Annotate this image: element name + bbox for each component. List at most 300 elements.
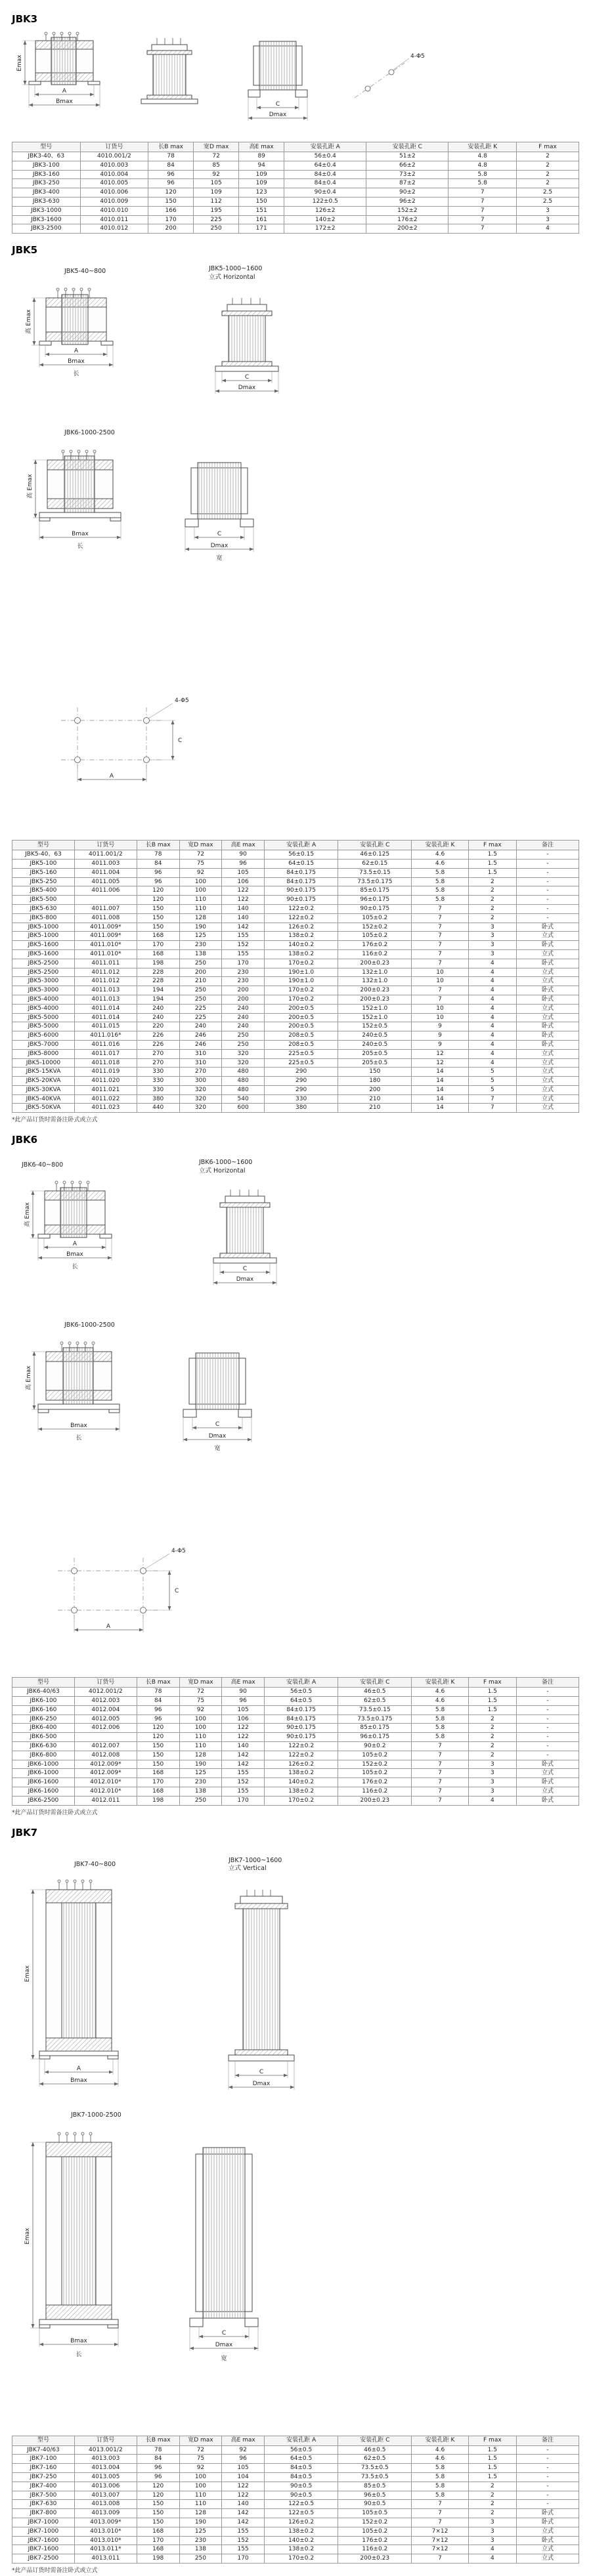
- table-cell: 4010.009: [80, 197, 148, 206]
- table-cell: JBK3-400: [12, 188, 81, 197]
- table-cell: 7: [412, 959, 468, 968]
- table-header-row: [12, 1678, 579, 1688]
- column-header: 型号: [12, 2436, 75, 2445]
- table-cell: 170±0.2: [265, 1796, 338, 1805]
- table-cell: 300: [179, 1077, 222, 1086]
- table-cell: 170: [222, 959, 265, 968]
- table-cell: 320: [179, 1085, 222, 1094]
- table-cell: -: [517, 859, 579, 868]
- table-cell: 190±1.0: [265, 968, 338, 977]
- table-cell: 9: [412, 1040, 468, 1049]
- table-cell: 94: [239, 161, 284, 170]
- table-cell: 4010.011: [80, 215, 148, 224]
- table-cell: -: [517, 896, 579, 905]
- table-row: [12, 850, 579, 860]
- table-head: [12, 841, 579, 850]
- table-cell: 126±0.2: [265, 2518, 338, 2527]
- table-cell: 卧式: [517, 2509, 579, 2518]
- table-cell: 92: [179, 2464, 222, 2473]
- dim-c-label: C: [275, 101, 280, 108]
- table-cell: JBK5-4000: [12, 1004, 75, 1013]
- table-cell: 96: [137, 1705, 179, 1714]
- table-cell: 7: [412, 1751, 468, 1760]
- table-cell: 270: [179, 1068, 222, 1077]
- table-cell: 1.5: [468, 2473, 516, 2482]
- table-cell: 190: [179, 923, 222, 932]
- table-cell: JBK6-1600: [12, 1778, 75, 1787]
- table-row: [12, 1004, 579, 1013]
- table-cell: 122: [222, 2491, 265, 2500]
- table-cell: 225±0.5: [265, 1058, 338, 1068]
- table-cell: 4010.012: [80, 224, 148, 234]
- table-cell: 5.8: [449, 170, 517, 179]
- jbk6-range2-label: [199, 1159, 252, 1176]
- table-cell: 96: [222, 1697, 265, 1706]
- table-cell: 96±2: [366, 197, 449, 206]
- table-cell: 卧式: [517, 923, 579, 932]
- table-cell: 10: [412, 1004, 468, 1013]
- column-header: 备注: [517, 841, 579, 850]
- table-cell: 122±0.2: [265, 1751, 338, 1760]
- dim-emax-label: Emax: [24, 2227, 31, 2245]
- dim-bmax-label: Bmax: [68, 358, 85, 365]
- table-cell: 4011.014: [74, 1013, 137, 1022]
- table-cell: 14: [412, 1077, 468, 1086]
- table-row: [12, 1077, 579, 1086]
- column-header: 安装孔距 C: [338, 1678, 412, 1688]
- table-cell: JBK6-800: [12, 1751, 75, 1760]
- table-cell: 240: [179, 1022, 222, 1031]
- transformer-front-geometry: [39, 1880, 118, 2059]
- jbk5-range2-line1: JBK5-1000~1600: [209, 265, 263, 273]
- table-row: [12, 941, 579, 950]
- table-row: [12, 959, 579, 968]
- table-cell: 4010.004: [80, 170, 148, 179]
- table-cell: 90±2: [366, 188, 449, 197]
- table-row: [12, 206, 579, 215]
- table-cell: 246: [179, 1031, 222, 1041]
- jbk3-spec-table: [12, 142, 579, 234]
- table-cell: 128: [179, 913, 222, 923]
- table-cell: 立式: [517, 2545, 579, 2554]
- table-cell: 250: [222, 1040, 265, 1049]
- transformer-vertical-geometry: [229, 1890, 294, 2061]
- table-cell: 4012.005: [74, 1714, 137, 1724]
- table-cell: 105±0.2: [338, 1751, 412, 1760]
- jbk6-range3-label: JBK6-1000-2500: [64, 1321, 115, 1329]
- table-cell: 208±0.5: [265, 1040, 338, 1049]
- table-row: [12, 1751, 579, 1760]
- table-cell: 5.8: [412, 886, 468, 896]
- dim-dmax-label: Dmax: [215, 2341, 233, 2348]
- table-cell: 7: [412, 986, 468, 995]
- table-cell: 1.5: [468, 850, 516, 860]
- table-cell: 4013.001/2: [74, 2445, 137, 2455]
- table-row: [12, 986, 579, 995]
- table-cell: 4011.008: [74, 913, 137, 923]
- table-cell: 200±0.5: [265, 1022, 338, 1031]
- table-cell: 90: [222, 850, 265, 860]
- table-cell: 5.8: [412, 1724, 468, 1733]
- table-cell: 440: [137, 1104, 179, 1113]
- table-cell: 170: [137, 1778, 179, 1787]
- table-cell: 320: [222, 1058, 265, 1068]
- table-cell: 152: [222, 1778, 265, 1787]
- table-cell: 46±0.125: [338, 850, 412, 860]
- table-cell: -: [517, 877, 579, 886]
- table-cell: JBK5-50KVA: [12, 1104, 75, 1113]
- jbk6-range2-line2: 立式 Horizontal: [199, 1167, 246, 1175]
- table-cell: 4: [468, 1031, 516, 1041]
- table-cell: 226: [137, 1031, 179, 1041]
- column-header: 安装孔距 K: [412, 841, 468, 850]
- dim-kuan-label: 宽: [214, 1445, 221, 1453]
- table-cell: 4: [468, 1049, 516, 1058]
- table-cell: 168: [137, 2545, 179, 2554]
- table-cell: 112: [194, 197, 239, 206]
- table-cell: JBK5-1600: [12, 949, 75, 959]
- table-cell: JBK6-2500: [12, 1796, 75, 1805]
- table-cell: 78: [148, 152, 194, 161]
- table-cell: 5.8: [412, 1733, 468, 1742]
- table-cell: 4013.009*: [74, 2518, 137, 2527]
- table-cell: 2: [516, 179, 579, 188]
- table-cell: 64±0.5: [265, 1697, 338, 1706]
- dim-chang-label: 长: [77, 543, 83, 551]
- dim-dmax-label: Dmax: [252, 2080, 271, 2087]
- table-cell: JBK5-160: [12, 868, 75, 877]
- table-cell: 7: [412, 923, 468, 932]
- table-cell: 155: [222, 932, 265, 941]
- table-cell: 230: [179, 1778, 222, 1787]
- table-cell: 240: [222, 1022, 265, 1031]
- table-cell: 290: [265, 1085, 338, 1094]
- table-row: [12, 1796, 579, 1805]
- table-cell: 240±0.5: [338, 1040, 412, 1049]
- table-cell: JBK7-40/63: [12, 2445, 75, 2455]
- table-cell: 56±0.15: [265, 850, 338, 860]
- table-cell: 5: [468, 1077, 516, 1086]
- mounting-centerlines: [61, 707, 163, 773]
- table-cell: 7: [449, 206, 517, 215]
- transformer-side-geometry: [248, 41, 307, 97]
- table-cell: 168: [137, 932, 179, 941]
- table-cell: 4013.004: [74, 2464, 137, 2473]
- column-header: 长B max: [137, 841, 179, 850]
- table-cell: 170±0.2: [265, 2554, 338, 2564]
- column-header: 高E max: [222, 2436, 265, 2445]
- table-cell: 84±0.175: [265, 868, 338, 877]
- table-cell: 180: [338, 1077, 412, 1086]
- table-cell: 109: [194, 188, 239, 197]
- table-cell: 4011.022: [74, 1094, 137, 1104]
- jbk7-vertical-type-drawing: [209, 1882, 314, 2098]
- table-cell: 3: [468, 1787, 516, 1797]
- table-cell: JBK6-1600: [12, 1787, 75, 1797]
- table-cell: 84: [137, 2455, 179, 2464]
- table-cell: 7: [412, 941, 468, 950]
- table-cell: 4: [468, 2545, 516, 2554]
- column-header: 安装孔距 A: [265, 1678, 338, 1688]
- table-cell: 96: [137, 2464, 179, 2473]
- table-row: [12, 1733, 579, 1742]
- table-cell: 2: [468, 1751, 516, 1760]
- table-cell: 2: [468, 1714, 516, 1724]
- column-header: 安装孔距 K: [449, 142, 517, 152]
- table-cell: 116±0.2: [338, 1787, 412, 1797]
- table-cell: 110: [179, 896, 222, 905]
- table-cell: 100: [179, 1724, 222, 1733]
- table-cell: 198: [137, 2554, 179, 2564]
- table-cell: 225: [179, 1004, 222, 1013]
- column-header: 高E max: [239, 142, 284, 152]
- dim-emax-label: Emax: [16, 54, 23, 72]
- table-cell: 170: [137, 2536, 179, 2545]
- table-cell: 4011.009*: [74, 923, 137, 932]
- dim-dmax-label: Dmax: [236, 1276, 254, 1283]
- table-cell: 卧式: [517, 959, 579, 968]
- table-cell: 100: [179, 2473, 222, 2482]
- table-row: [12, 2509, 579, 2518]
- table-cell: 176±0.2: [338, 941, 412, 950]
- table-cell: 150: [137, 913, 179, 923]
- table-cell: 190: [179, 1760, 222, 1769]
- table-row: [12, 1104, 579, 1113]
- table-cell: 5.8: [412, 2491, 468, 2500]
- table-cell: 90±0.175: [265, 1724, 338, 1733]
- table-cell: 62±0.5: [338, 1697, 412, 1706]
- dim-c-label: C: [259, 2068, 264, 2075]
- jbk5-drawings: [12, 260, 579, 837]
- table-cell: 3: [468, 941, 516, 950]
- table-cell: JBK5-1000: [12, 923, 75, 932]
- table-cell: 240±0.5: [338, 1031, 412, 1041]
- dim-a-label: A: [62, 88, 67, 94]
- table-cell: 105: [222, 1705, 265, 1714]
- table-cell: JBK7-250: [12, 2473, 75, 2482]
- table-cell: 96: [137, 1714, 179, 1724]
- table-cell: 7: [412, 2500, 468, 2509]
- table-row: [12, 1760, 579, 1769]
- table-cell: 立式: [517, 1094, 579, 1104]
- table-cell: 卧式: [517, 1031, 579, 1041]
- table-cell: 330: [137, 1077, 179, 1086]
- table-cell: 104: [222, 2473, 265, 2482]
- table-cell: 150: [137, 1760, 179, 1769]
- table-cell: JBK6-250: [12, 1714, 75, 1724]
- table-cell: 122: [222, 1733, 265, 1742]
- table-cell: 2: [468, 2500, 516, 2509]
- table-cell: 64±0.4: [284, 161, 366, 170]
- table-cell: 46±0.5: [338, 2445, 412, 2455]
- table-cell: 250: [179, 959, 222, 968]
- dim-gao-emax-label: 高 Emax: [26, 1365, 32, 1390]
- table-cell: 2: [468, 904, 516, 913]
- jbk5-side-view-big-drawing: [162, 453, 276, 588]
- table-cell: 170±0.2: [265, 959, 338, 968]
- table-cell: 4.8: [449, 152, 517, 161]
- dim-holes-label: 4-Φ5: [410, 53, 425, 60]
- table-cell: 4013.010*: [74, 2536, 137, 2545]
- column-header: 安装孔距 A: [284, 142, 366, 152]
- column-header: 备注: [517, 2436, 579, 2445]
- table-row: [12, 1778, 579, 1787]
- table-cell: 92: [179, 868, 222, 877]
- table-cell: 310: [179, 1058, 222, 1068]
- table-cell: 138±0.2: [265, 2527, 338, 2536]
- table-cell: 7: [468, 1094, 516, 1104]
- table-cell: 210: [338, 1104, 412, 1113]
- table-cell: 1.5: [468, 2464, 516, 2473]
- table-cell: 4: [468, 986, 516, 995]
- table-cell: JBK5-15KVA: [12, 1068, 75, 1077]
- table-cell: JBK5-1600: [12, 941, 75, 950]
- table-cell: 4012.006: [74, 1724, 137, 1733]
- dim-a-label: A: [76, 2065, 81, 2072]
- table-cell: 152±0.2: [338, 1760, 412, 1769]
- column-header: 订货号: [80, 142, 148, 152]
- jbk6-front-view-big-drawing: [18, 1339, 140, 1476]
- table-cell: 155: [222, 2545, 265, 2554]
- table-cell: 330: [265, 1094, 338, 1104]
- table-body: [12, 850, 579, 1113]
- column-header: 订货号: [74, 2436, 137, 2445]
- transformer-front-geometry: [39, 450, 121, 521]
- table-head: [12, 1678, 579, 1688]
- table-cell: 96: [222, 859, 265, 868]
- table-cell: 4: [468, 1796, 516, 1805]
- table-cell: 4: [468, 1013, 516, 1022]
- table-cell: 176±0.2: [338, 1778, 412, 1787]
- table-cell: 96: [137, 877, 179, 886]
- table-row: [12, 2491, 579, 2500]
- dim-kuan-label: 宽: [221, 2355, 227, 2362]
- table-cell: 228: [137, 968, 179, 977]
- table-cell: JBK5-5000: [12, 1022, 75, 1031]
- dim-a-label: A: [109, 773, 114, 780]
- jbk3-front-view-drawing: [12, 30, 117, 129]
- table-cell: 4: [468, 1040, 516, 1049]
- section-title-jbk6: JBK6: [12, 1134, 38, 1146]
- table-cell: 120: [148, 188, 194, 197]
- jbk5-spec-table: [12, 840, 579, 1113]
- table-cell: 7: [449, 224, 517, 234]
- table-row: [12, 170, 579, 179]
- table-cell: 150: [137, 1742, 179, 1751]
- table-cell: 170±0.2: [265, 986, 338, 995]
- table-cell: 4: [468, 959, 516, 968]
- column-header: 安装孔距 C: [338, 2436, 412, 2445]
- table-cell: 4: [516, 224, 579, 234]
- table-cell: 7: [449, 215, 517, 224]
- table-cell: 122: [222, 2482, 265, 2491]
- table-cell: 4013.008: [74, 2500, 137, 2509]
- table-cell: 73.5±0.5: [338, 2473, 412, 2482]
- table-cell: 142: [222, 1760, 265, 1769]
- table-cell: 105: [194, 179, 239, 188]
- table-cell: 4012.010*: [74, 1778, 137, 1787]
- table-cell: 7: [412, 949, 468, 959]
- table-cell: 3: [516, 206, 579, 215]
- table-cell: -: [517, 1733, 579, 1742]
- table-cell: 110: [179, 2491, 222, 2500]
- jbk7-front-view-big-drawing: [18, 2128, 140, 2377]
- table-row: [12, 152, 579, 161]
- table-cell: 7: [412, 1742, 468, 1751]
- table-cell: JBK7-2500: [12, 2554, 75, 2564]
- table-cell: 4.6: [412, 850, 468, 860]
- table-cell: 84±0.4: [284, 170, 366, 179]
- table-cell: 4013.009: [74, 2509, 137, 2518]
- table-cell: JBK5-30KVA: [12, 1085, 75, 1094]
- table-cell: 200±2: [366, 224, 449, 234]
- table-cell: 150: [137, 904, 179, 913]
- table-cell: 7: [412, 1796, 468, 1805]
- table-cell: 210: [179, 977, 222, 986]
- table-cell: 4013.006: [74, 2482, 137, 2491]
- table-cell: 152: [222, 2536, 265, 2545]
- table-cell: 64±0.15: [265, 859, 338, 868]
- table-cell: 5.8: [412, 868, 468, 877]
- table-cell: 7: [412, 1769, 468, 1778]
- table-cell: 200±0.23: [338, 986, 412, 995]
- table-cell: 卧式: [517, 986, 579, 995]
- jbk3-drawings: [12, 29, 579, 139]
- table-cell: 90±0.5: [265, 2491, 338, 2500]
- table-cell: JBK5-1000: [12, 932, 75, 941]
- table-cell: 2: [516, 152, 579, 161]
- table-row: [12, 859, 579, 868]
- table-cell: 卧式: [517, 1778, 579, 1787]
- table-cell: 3: [468, 2527, 516, 2536]
- table-cell: 4012.004: [74, 1705, 137, 1714]
- table-cell: 14: [412, 1094, 468, 1104]
- table-cell: 172±2: [284, 224, 366, 234]
- table-row: [12, 2473, 579, 2482]
- table-cell: 4012.001/2: [74, 1688, 137, 1697]
- table-cell: -: [517, 1714, 579, 1724]
- table-cell: 250: [194, 224, 239, 234]
- table-cell: 4013.007: [74, 2491, 137, 2500]
- table-cell: 46±0.5: [338, 1688, 412, 1697]
- table-cell: 64±0.5: [265, 2455, 338, 2464]
- dim-chang-label: 长: [76, 1435, 82, 1442]
- column-header: 宽D max: [194, 142, 239, 152]
- table-cell: 200: [222, 995, 265, 1004]
- table-cell: 4: [468, 1022, 516, 1031]
- table-cell: 卧式: [517, 1040, 579, 1049]
- table-cell: 立式: [517, 1058, 579, 1068]
- table-cell: 170: [222, 2554, 265, 2564]
- section-jbk5: [12, 244, 579, 1123]
- table-cell: 1.5: [468, 1688, 516, 1697]
- table-cell: 卧式: [517, 2518, 579, 2527]
- dim-a-label: A: [72, 1241, 77, 1248]
- table-cell: 14: [412, 1104, 468, 1113]
- dim-bmax-label: Bmax: [70, 2077, 87, 2084]
- dim-dmax-label: Dmax: [238, 384, 256, 392]
- table-cell: 138: [179, 1787, 222, 1797]
- dim-c-label: C: [217, 531, 222, 538]
- table-cell: 7: [412, 904, 468, 913]
- table-cell: 84: [137, 859, 179, 868]
- dim-dmax-label: Dmax: [269, 112, 287, 118]
- column-header: 长B max: [137, 2436, 179, 2445]
- table-cell: 立式: [517, 977, 579, 986]
- table-cell: 78: [137, 2445, 179, 2455]
- jbk7-spec-table: [12, 2436, 579, 2564]
- table-cell: 90: [222, 1688, 265, 1697]
